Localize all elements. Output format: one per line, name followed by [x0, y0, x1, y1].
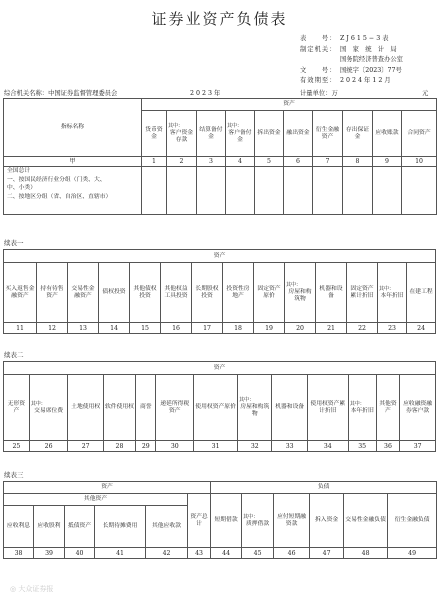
- column-header: 其他债权投资: [130, 263, 161, 323]
- watermark-text: 大众证券报: [18, 585, 54, 593]
- column-header: 无形资产: [4, 375, 30, 441]
- column-number: 18: [223, 323, 254, 334]
- column-header-text: 房屋和构筑物: [288, 289, 312, 302]
- column-number: 38: [4, 548, 34, 559]
- column-number: 49: [388, 548, 437, 559]
- column-number: 36: [376, 441, 400, 452]
- column-header: 机器和设备: [316, 263, 347, 323]
- column-number: 40: [65, 548, 95, 559]
- column-number: 15: [130, 323, 161, 334]
- unit-end: 元: [422, 90, 429, 97]
- column-number: 43: [188, 548, 211, 559]
- column-header: [238, 375, 272, 441]
- continuation-label-1: 续表一: [4, 239, 24, 247]
- column-number: 14: [99, 323, 130, 334]
- column-header: 投资性房地产: [223, 263, 254, 323]
- column-header: 递延所得税资产: [156, 375, 194, 441]
- column-header: 买入返售金融资产: [4, 263, 37, 323]
- column-header-text: 客户备付金: [228, 130, 252, 143]
- column-number: 44: [211, 548, 242, 559]
- column-header: 抵债资产: [65, 506, 95, 548]
- row-label: 全国总计: [7, 168, 31, 174]
- continuation-table-1: [3, 249, 436, 334]
- column-number: 3: [197, 157, 226, 167]
- column-number: 34: [307, 441, 348, 452]
- data-cell: [313, 167, 343, 215]
- column-header: 短期借款: [211, 494, 242, 548]
- unit-label: 计量单位：万: [300, 90, 338, 97]
- data-cell: [167, 167, 197, 215]
- column-header: 应收股利: [34, 506, 65, 548]
- column-number: 7: [313, 157, 343, 167]
- column-header: 拆出资金: [255, 111, 284, 157]
- asset-group-header: 资产: [4, 250, 436, 263]
- column-header-text: 本年折旧: [380, 292, 404, 299]
- column-number: 31: [194, 441, 238, 452]
- column-header: 应收利息: [4, 506, 34, 548]
- column-header: 在建工程: [407, 263, 436, 323]
- column-header: 软件使用权: [103, 375, 135, 441]
- column-number: 8: [343, 157, 373, 167]
- column-header: 资产总计: [188, 494, 211, 548]
- column-number: 47: [310, 548, 344, 559]
- column-header: 合同资产: [402, 111, 437, 157]
- column-number: 6: [284, 157, 313, 167]
- column-header: 土地使用权: [68, 375, 103, 441]
- meta-value: 国务院经济普查办公室: [340, 56, 403, 63]
- column-number: 4: [226, 157, 255, 167]
- data-cell: [284, 167, 313, 215]
- column-number: 42: [146, 548, 188, 559]
- column-header: 存出保证金: [343, 111, 373, 157]
- other-assets-header: 其他资产: [4, 494, 188, 506]
- column-sub-label: 其中：: [379, 285, 395, 292]
- row-label-jia: 甲: [4, 157, 142, 167]
- report-year: 2 0 2 3 年: [190, 90, 221, 97]
- column-header-text: 客户资金存款: [169, 130, 194, 143]
- column-number: 10: [402, 157, 437, 167]
- meta-key: [300, 55, 340, 66]
- column-header: 其他资产: [376, 375, 400, 441]
- column-number: 29: [136, 441, 156, 452]
- meta-value: 国统字〔2023〕77号: [340, 66, 402, 74]
- meta-key: 制定机关：: [300, 45, 337, 53]
- column-header: 拆入资金: [310, 494, 344, 548]
- column-sub-label: 其中：: [168, 123, 184, 129]
- data-cell: [226, 167, 255, 215]
- column-number: 11: [4, 323, 37, 334]
- column-number: 48: [344, 548, 388, 559]
- column-header: [378, 263, 407, 323]
- main-table: [3, 98, 437, 215]
- column-number: 16: [161, 323, 192, 334]
- asset-group-header: 资产: [142, 99, 437, 111]
- column-header: [242, 494, 274, 548]
- data-cell: [373, 167, 402, 215]
- column-header: 其他应收款: [146, 506, 188, 548]
- continuation-label-3: 续表三: [4, 471, 24, 479]
- column-number: 12: [37, 323, 68, 334]
- column-number: 26: [29, 441, 68, 452]
- column-header: 固定资产累计折旧: [347, 263, 378, 323]
- column-number: 37: [400, 441, 436, 452]
- column-number: 27: [68, 441, 103, 452]
- data-cell: [142, 167, 167, 215]
- column-header: 长期股权投资: [192, 263, 223, 323]
- column-header: 其他权益工具投资: [161, 263, 192, 323]
- column-number: 45: [242, 548, 274, 559]
- meta-row: [300, 76, 403, 87]
- row-label: 中、小类）: [7, 185, 36, 191]
- column-header: 固定资产原价: [254, 263, 285, 323]
- meta-row: [300, 66, 403, 77]
- meta-key: 有效期至：: [300, 77, 337, 84]
- column-header: 债权投资: [99, 263, 130, 323]
- column-header: 衍生金融负债: [388, 494, 437, 548]
- column-header: [167, 111, 197, 157]
- meta-row: [300, 34, 403, 45]
- continuation-table-2: [3, 361, 436, 452]
- column-header: 使用权资产原价: [194, 375, 238, 441]
- column-sub-label: 其中：: [30, 400, 46, 407]
- column-number: 21: [316, 323, 347, 334]
- column-number: 19: [254, 323, 285, 334]
- row-labels-cell: [4, 167, 142, 215]
- column-number: 41: [95, 548, 146, 559]
- continuation-table-3: [3, 481, 437, 559]
- column-header: [285, 263, 316, 323]
- meta-value: 2 0 2 4 年 1 2 月: [340, 77, 391, 84]
- column-number: 9: [373, 157, 402, 167]
- row-label: 二、按地区分组（省、自治区、直辖市）: [7, 193, 112, 200]
- meta-row: [300, 45, 403, 56]
- column-header-text: 房屋和构筑物: [240, 404, 270, 417]
- column-number: 1: [142, 157, 167, 167]
- column-header-text: 质押借款: [245, 520, 270, 527]
- column-header-text: 本年折旧: [350, 407, 374, 414]
- column-number: 24: [407, 323, 436, 334]
- column-number: 28: [103, 441, 135, 452]
- column-header: 交易性金融资产: [68, 263, 99, 323]
- column-header: 融出资金: [284, 111, 313, 157]
- column-number: 22: [347, 323, 378, 334]
- data-cell: [255, 167, 284, 215]
- org-name: 综合机关名称：中国证券监督管理委员会: [4, 90, 118, 97]
- form-meta: [300, 34, 403, 87]
- column-header: 持有待售资产: [37, 263, 68, 323]
- column-number: 33: [272, 441, 307, 452]
- column-header: 商誉: [136, 375, 156, 441]
- meta-value: 国 家 统 计 局: [340, 45, 397, 53]
- column-header: [29, 375, 68, 441]
- column-number: 20: [285, 323, 316, 334]
- column-header: 长期待摊费用: [95, 506, 146, 548]
- column-sub-label: 其中：: [349, 400, 365, 407]
- column-header: 货币资金: [142, 111, 167, 157]
- continuation-label-2: 续表二: [4, 351, 24, 359]
- column-sub-label: 其中：: [227, 123, 243, 129]
- column-header: 应收融资融券客户款: [400, 375, 436, 441]
- column-header: 使用权资产累计折旧: [307, 375, 348, 441]
- watermark: [10, 584, 53, 594]
- column-header: 结算备付金: [197, 111, 226, 157]
- column-header: 机器和设备: [272, 375, 307, 441]
- column-header: [226, 111, 255, 157]
- column-number: 30: [156, 441, 194, 452]
- column-sub-label: 其中：: [239, 397, 255, 403]
- column-sub-label: 其中：: [286, 282, 302, 288]
- column-number: 39: [34, 548, 65, 559]
- column-number: 5: [255, 157, 284, 167]
- column-header-text: 交易席位费: [34, 407, 64, 414]
- column-number: 17: [192, 323, 223, 334]
- data-cell: [343, 167, 373, 215]
- column-header: 应收账款: [373, 111, 402, 157]
- watermark-logo-icon: ◎: [10, 585, 17, 593]
- liability-group-header: 负债: [211, 482, 437, 494]
- column-header: 应付短期融资款: [274, 494, 310, 548]
- meta-key: 文 号：: [300, 66, 337, 74]
- column-number: 2: [167, 157, 197, 167]
- data-cell: [402, 167, 437, 215]
- column-header: 交易性金融负债: [344, 494, 388, 548]
- column-number: 25: [4, 441, 30, 452]
- meta-value: Z J 6 1 5 − 3 表: [340, 35, 389, 42]
- page-title: 证券业资产负债表: [151, 10, 288, 28]
- data-cell: [197, 167, 226, 215]
- asset-group-header: 资产: [4, 482, 211, 494]
- meta-row: [300, 55, 403, 66]
- column-header: [348, 375, 376, 441]
- column-sub-label: 其中：: [243, 513, 259, 520]
- column-number: 46: [274, 548, 310, 559]
- meta-key: 表 号：: [300, 35, 337, 42]
- column-number: 23: [378, 323, 407, 334]
- asset-group-header: 资产: [4, 362, 436, 375]
- column-number: 32: [238, 441, 272, 452]
- column-number: 13: [68, 323, 99, 334]
- row-label: 一、按国民经济行业分组（门类、大、: [7, 176, 106, 183]
- indicator-name-header: 指标名称: [4, 99, 142, 157]
- column-number: 35: [348, 441, 376, 452]
- column-header: 衍生金融资产: [313, 111, 343, 157]
